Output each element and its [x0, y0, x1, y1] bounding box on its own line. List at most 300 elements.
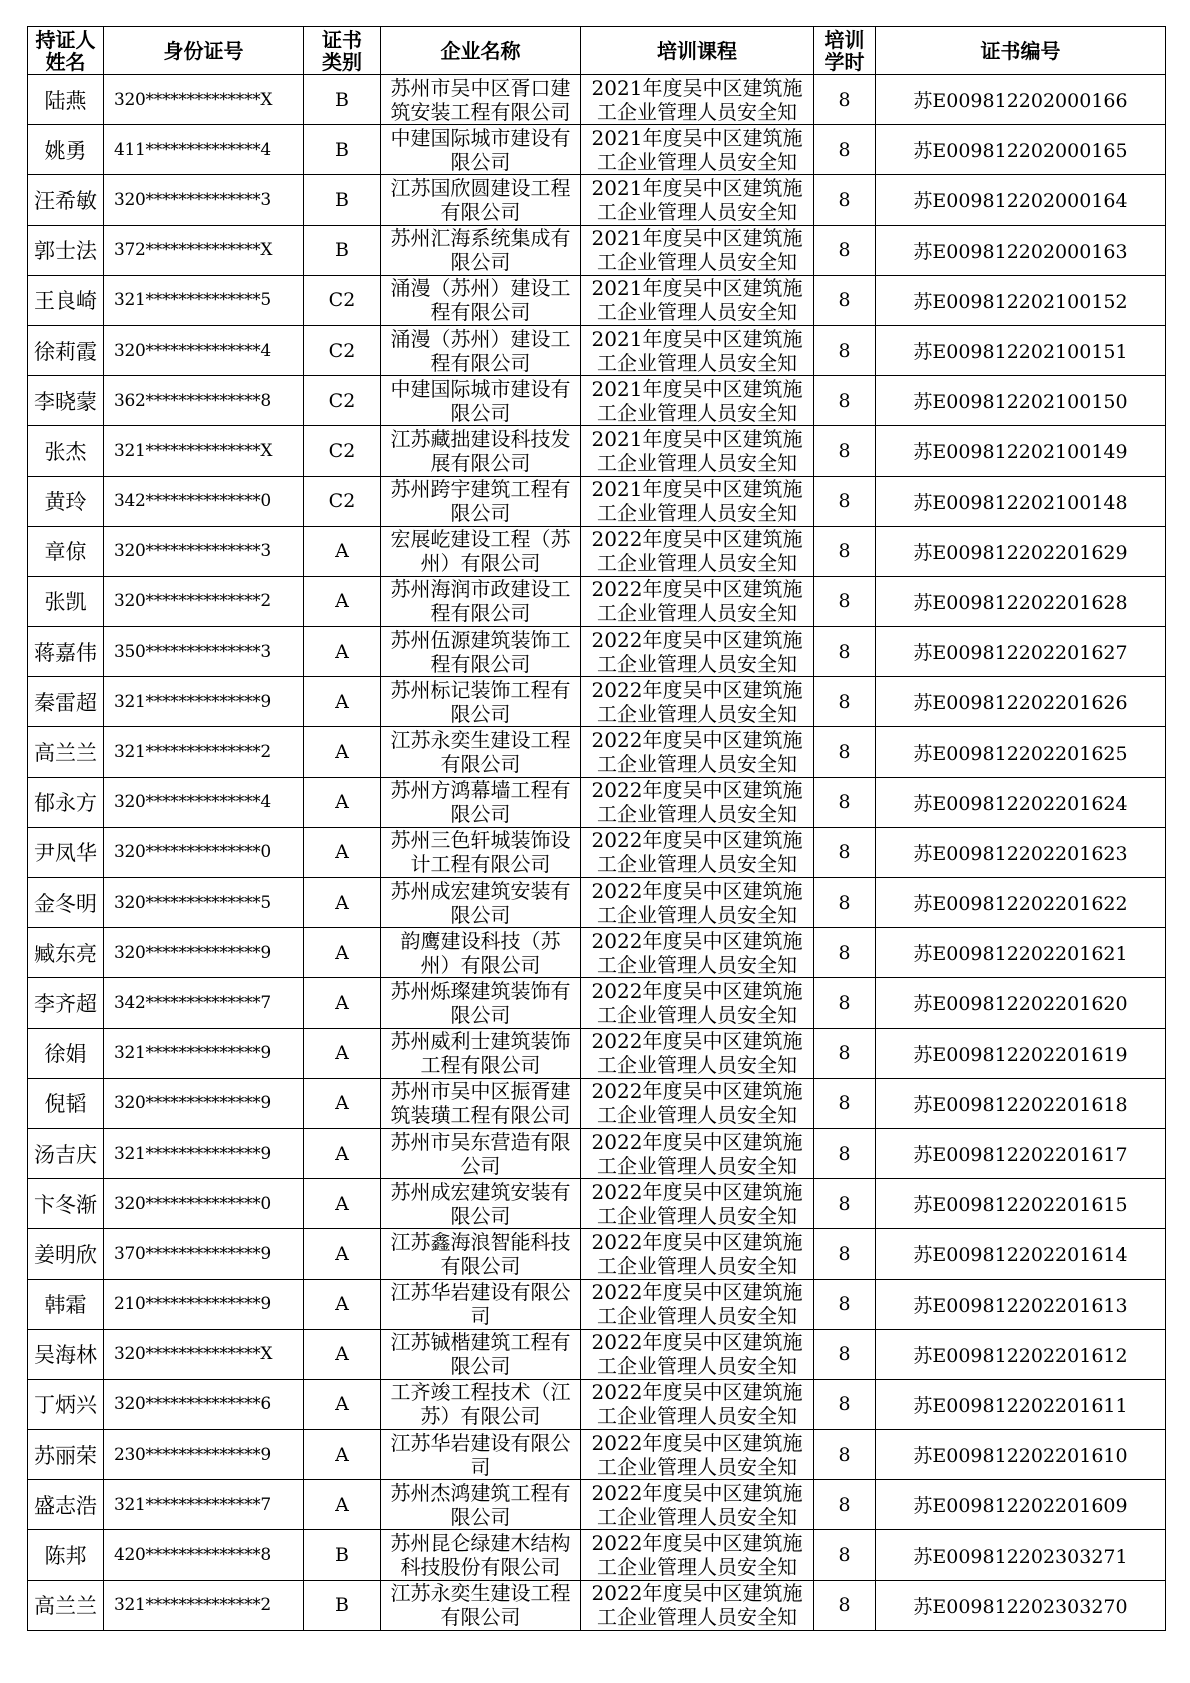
training-course-text: 2022年度吴中区建筑施工企业管理人员安全知	[591, 828, 803, 877]
holder-name-cell: 陈邦	[28, 1530, 104, 1580]
table-row	[28, 978, 1166, 1028]
cert-category-cell: C2	[304, 476, 381, 526]
cert-number-cell: 苏E009812202201613	[876, 1279, 1166, 1329]
id-number-cell: 370**************9	[104, 1229, 304, 1279]
training-hours-cell: 8	[814, 476, 876, 526]
training-course-text: 2021年度吴中区建筑施工企业管理人员安全知	[591, 125, 803, 174]
training-hours-cell: 8	[814, 928, 876, 978]
id-number-cell: 321**************X	[104, 426, 304, 476]
company-name-cell	[381, 727, 581, 777]
table-row	[28, 928, 1166, 978]
training-course-cell	[581, 1580, 814, 1630]
cert-number-cell: 苏E009812202100150	[876, 376, 1166, 426]
company-name-cell	[381, 225, 581, 275]
company-name-cell	[381, 576, 581, 626]
company-name-cell	[381, 777, 581, 827]
cert-category-cell: A	[304, 1229, 381, 1279]
training-course-text: 2022年度吴中区建筑施工企业管理人员安全知	[591, 978, 803, 1027]
holder-name-cell: 汤吉庆	[28, 1128, 104, 1178]
header-holder-name: 持证人姓名	[28, 27, 104, 75]
company-name-text: 涌漫（苏州）建设工程有限公司	[390, 276, 571, 325]
company-name-cell	[381, 1028, 581, 1078]
holder-name-cell: 倪韬	[28, 1078, 104, 1128]
header-training-course: 培训课程	[581, 27, 814, 75]
cert-number-cell: 苏E009812202201617	[876, 1128, 1166, 1178]
table-row	[28, 1179, 1166, 1229]
training-hours-cell: 8	[814, 978, 876, 1028]
cert-category-cell: C2	[304, 376, 381, 426]
holder-name-cell: 卞冬渐	[28, 1179, 104, 1229]
cert-category-cell: B	[304, 125, 381, 175]
cert-number-cell: 苏E009812202201612	[876, 1329, 1166, 1379]
training-course-text: 2022年度吴中区建筑施工企业管理人员安全知	[591, 1029, 803, 1078]
id-number-cell: 321**************7	[104, 1480, 304, 1530]
table-row	[28, 576, 1166, 626]
cert-category-cell: B	[304, 175, 381, 225]
holder-name-cell: 李齐超	[28, 978, 104, 1028]
company-name-cell	[381, 878, 581, 928]
id-number-cell: 320**************9	[104, 1078, 304, 1128]
table-row	[28, 827, 1166, 877]
holder-name-cell: 盛志浩	[28, 1480, 104, 1530]
table-row	[28, 75, 1166, 125]
cert-category-cell: A	[304, 1430, 381, 1480]
cert-category-cell: A	[304, 1379, 381, 1429]
training-course-cell	[581, 1229, 814, 1279]
training-course-cell	[581, 777, 814, 827]
training-hours-cell: 8	[814, 777, 876, 827]
training-hours-cell: 8	[814, 1179, 876, 1229]
training-course-text: 2021年度吴中区建筑施工企业管理人员安全知	[591, 477, 803, 526]
company-name-cell	[381, 175, 581, 225]
company-name-text: 江苏国欣圆建设工程有限公司	[390, 175, 571, 224]
company-name-text: 苏州伍源建筑装饰工程有限公司	[390, 627, 571, 676]
training-hours-cell: 8	[814, 426, 876, 476]
company-name-text: 苏州成宏建筑安装有限公司	[390, 878, 571, 927]
id-number-cell: 321**************9	[104, 677, 304, 727]
table-row	[28, 878, 1166, 928]
company-name-cell	[381, 1430, 581, 1480]
training-course-text: 2022年度吴中区建筑施工企业管理人员安全知	[591, 1480, 803, 1529]
training-hours-cell: 8	[814, 1379, 876, 1429]
cert-number-cell: 苏E009812202201626	[876, 677, 1166, 727]
cert-number-cell: 苏E009812202201609	[876, 1480, 1166, 1530]
training-course-cell	[581, 627, 814, 677]
table-row	[28, 1078, 1166, 1128]
cert-category-cell: A	[304, 1279, 381, 1329]
company-name-cell	[381, 1329, 581, 1379]
training-course-text: 2022年度吴中区建筑施工企业管理人员安全知	[591, 577, 803, 626]
company-name-text: 涌漫（苏州）建设工程有限公司	[390, 326, 571, 375]
header-training-hours: 培训学时	[814, 27, 876, 75]
cert-category-cell: B	[304, 75, 381, 125]
header-row	[28, 27, 1166, 75]
table-row	[28, 1379, 1166, 1429]
training-hours-cell: 8	[814, 1128, 876, 1178]
company-name-text: 苏州标记装饰工程有限公司	[390, 677, 571, 726]
header-cert-category: 证书类别	[304, 27, 381, 75]
company-name-cell	[381, 1530, 581, 1580]
holder-name-cell: 臧东亮	[28, 928, 104, 978]
training-course-cell	[581, 75, 814, 125]
company-name-text: 江苏永奕生建设工程有限公司	[390, 1581, 571, 1630]
training-course-text: 2022年度吴中区建筑施工企业管理人员安全知	[591, 1079, 803, 1128]
company-name-text: 工齐竣工程技术（江苏）有限公司	[390, 1380, 571, 1429]
cert-number-cell: 苏E009812202303271	[876, 1530, 1166, 1580]
company-name-cell	[381, 325, 581, 375]
training-course-cell	[581, 827, 814, 877]
training-hours-cell: 8	[814, 1430, 876, 1480]
company-name-cell	[381, 1580, 581, 1630]
holder-name-cell: 汪希敏	[28, 175, 104, 225]
training-hours-cell: 8	[814, 727, 876, 777]
company-name-text: 苏州汇海系统集成有限公司	[390, 226, 571, 275]
training-course-text: 2022年度吴中区建筑施工企业管理人员安全知	[591, 1179, 803, 1228]
training-hours-cell: 8	[814, 827, 876, 877]
training-course-cell	[581, 476, 814, 526]
company-name-text: 苏州方鸿幕墙工程有限公司	[390, 778, 571, 827]
cert-category-cell: C2	[304, 325, 381, 375]
training-hours-cell: 8	[814, 376, 876, 426]
table-row	[28, 275, 1166, 325]
company-name-cell	[381, 1179, 581, 1229]
cert-number-cell: 苏E009812202201619	[876, 1028, 1166, 1078]
table-row	[28, 175, 1166, 225]
cert-number-cell: 苏E009812202100151	[876, 325, 1166, 375]
cert-number-cell: 苏E009812202201615	[876, 1179, 1166, 1229]
id-number-cell: 320**************0	[104, 827, 304, 877]
training-hours-cell: 8	[814, 1028, 876, 1078]
training-course-cell	[581, 225, 814, 275]
company-name-cell	[381, 376, 581, 426]
training-course-cell	[581, 325, 814, 375]
company-name-text: 江苏鑫海浪智能科技有限公司	[390, 1229, 571, 1278]
table-row	[28, 125, 1166, 175]
cert-category-cell: A	[304, 1028, 381, 1078]
training-course-text: 2022年度吴中区建筑施工企业管理人员安全知	[591, 1380, 803, 1429]
cert-number-cell: 苏E009812202201625	[876, 727, 1166, 777]
training-course-text: 2022年度吴中区建筑施工企业管理人员安全知	[591, 627, 803, 676]
cert-number-cell: 苏E009812202000166	[876, 75, 1166, 125]
training-course-cell	[581, 1279, 814, 1329]
company-name-cell	[381, 1078, 581, 1128]
training-course-cell	[581, 376, 814, 426]
table-row	[28, 376, 1166, 426]
table-row	[28, 1128, 1166, 1178]
holder-name-cell: 李晓蒙	[28, 376, 104, 426]
training-hours-cell: 8	[814, 1480, 876, 1530]
training-course-cell	[581, 175, 814, 225]
cert-number-cell: 苏E009812202201614	[876, 1229, 1166, 1279]
holder-name-cell: 张凯	[28, 576, 104, 626]
training-course-text: 2022年度吴中区建筑施工企业管理人员安全知	[591, 728, 803, 777]
id-number-cell: 350**************3	[104, 627, 304, 677]
id-number-cell: 320**************2	[104, 576, 304, 626]
holder-name-cell: 王良崎	[28, 275, 104, 325]
cert-category-cell: C2	[304, 275, 381, 325]
certificate-table	[27, 26, 1166, 1631]
cert-category-cell: A	[304, 777, 381, 827]
company-name-text: 江苏永奕生建设工程有限公司	[390, 728, 571, 777]
company-name-text: 苏州烁璨建筑装饰有限公司	[390, 978, 571, 1027]
company-name-text: 韵鹰建设科技（苏州）有限公司	[400, 928, 561, 977]
table-row	[28, 426, 1166, 476]
cert-category-cell: C2	[304, 426, 381, 476]
training-hours-cell: 8	[814, 275, 876, 325]
training-hours-cell: 8	[814, 1580, 876, 1630]
training-hours-cell: 8	[814, 878, 876, 928]
holder-name-cell: 吴海林	[28, 1329, 104, 1379]
company-name-text: 苏州市吴中区胥口建筑安装工程有限公司	[390, 75, 571, 124]
cert-number-cell: 苏E009812202201622	[876, 878, 1166, 928]
cert-category-cell: A	[304, 827, 381, 877]
holder-name-cell: 黄玲	[28, 476, 104, 526]
holder-name-cell: 韩霜	[28, 1279, 104, 1329]
cert-category-cell: A	[304, 1480, 381, 1530]
holder-name-cell: 金冬明	[28, 878, 104, 928]
holder-name-cell: 秦雷超	[28, 677, 104, 727]
table-row	[28, 677, 1166, 727]
table-row	[28, 1580, 1166, 1630]
cert-number-cell: 苏E009812202000164	[876, 175, 1166, 225]
cert-number-cell: 苏E009812202100152	[876, 275, 1166, 325]
cert-number-cell: 苏E009812202303270	[876, 1580, 1166, 1630]
company-name-text: 苏州市吴东营造有限公司	[390, 1129, 571, 1178]
id-number-cell: 320**************9	[104, 928, 304, 978]
training-hours-cell: 8	[814, 325, 876, 375]
id-number-cell: 320**************5	[104, 878, 304, 928]
cert-number-cell: 苏E009812202000163	[876, 225, 1166, 275]
company-name-cell	[381, 677, 581, 727]
cert-category-cell: A	[304, 576, 381, 626]
table-row	[28, 225, 1166, 275]
company-name-text: 江苏华岩建设有限公司	[390, 1430, 571, 1479]
company-name-cell	[381, 125, 581, 175]
cert-number-cell: 苏E009812202201623	[876, 827, 1166, 877]
training-course-text: 2022年度吴中区建筑施工企业管理人员安全知	[591, 778, 803, 827]
cert-number-cell: 苏E009812202201611	[876, 1379, 1166, 1429]
training-course-cell	[581, 1430, 814, 1480]
company-name-text: 江苏铖楷建筑工程有限公司	[390, 1330, 571, 1379]
table-row	[28, 325, 1166, 375]
training-course-text: 2021年度吴中区建筑施工企业管理人员安全知	[591, 175, 803, 224]
training-course-text: 2021年度吴中区建筑施工企业管理人员安全知	[591, 226, 803, 275]
training-course-cell	[581, 1530, 814, 1580]
id-number-cell: 320**************6	[104, 1379, 304, 1429]
holder-name-cell: 苏丽荣	[28, 1430, 104, 1480]
training-course-text: 2022年度吴中区建筑施工企业管理人员安全知	[591, 928, 803, 977]
company-name-text: 中建国际城市建设有限公司	[390, 376, 571, 425]
cert-number-cell: 苏E009812202201629	[876, 526, 1166, 576]
cert-category-cell: A	[304, 928, 381, 978]
company-name-text: 苏州昆仑绿建木结构科技股份有限公司	[390, 1531, 571, 1580]
training-course-cell	[581, 1480, 814, 1530]
holder-name-cell: 张杰	[28, 426, 104, 476]
training-hours-cell: 8	[814, 576, 876, 626]
training-course-cell	[581, 677, 814, 727]
training-hours-cell: 8	[814, 1329, 876, 1379]
company-name-cell	[381, 1379, 581, 1429]
cert-category-cell: A	[304, 1329, 381, 1379]
training-course-text: 2021年度吴中区建筑施工企业管理人员安全知	[591, 376, 803, 425]
cert-category-cell: B	[304, 1530, 381, 1580]
cert-category-cell: A	[304, 1078, 381, 1128]
cert-number-cell: 苏E009812202201620	[876, 978, 1166, 1028]
training-course-cell	[581, 426, 814, 476]
cert-category-cell: A	[304, 677, 381, 727]
training-course-text: 2021年度吴中区建筑施工企业管理人员安全知	[591, 426, 803, 475]
company-name-text: 宏展屹建设工程（苏州）有限公司	[390, 527, 571, 576]
id-number-cell: 362**************8	[104, 376, 304, 426]
id-number-cell: 321**************9	[104, 1028, 304, 1078]
holder-name-cell: 陆燕	[28, 75, 104, 125]
training-course-cell	[581, 1329, 814, 1379]
table-row	[28, 727, 1166, 777]
cert-category-cell: A	[304, 727, 381, 777]
training-course-text: 2022年度吴中区建筑施工企业管理人员安全知	[591, 1531, 803, 1580]
training-course-cell	[581, 727, 814, 777]
cert-number-cell: 苏E009812202201621	[876, 928, 1166, 978]
cert-number-cell: 苏E009812202201618	[876, 1078, 1166, 1128]
training-hours-cell: 8	[814, 1530, 876, 1580]
table-row	[28, 777, 1166, 827]
id-number-cell: 420**************8	[104, 1530, 304, 1580]
training-hours-cell: 8	[814, 1279, 876, 1329]
training-course-cell	[581, 1179, 814, 1229]
cert-number-cell: 苏E009812202201628	[876, 576, 1166, 626]
table-row	[28, 476, 1166, 526]
id-number-cell: 320**************X	[104, 75, 304, 125]
company-name-cell	[381, 75, 581, 125]
cert-category-cell: A	[304, 978, 381, 1028]
table-row	[28, 1329, 1166, 1379]
cert-category-cell: A	[304, 1128, 381, 1178]
holder-name-cell: 章倞	[28, 526, 104, 576]
training-course-text: 2022年度吴中区建筑施工企业管理人员安全知	[591, 677, 803, 726]
holder-name-cell: 蒋嘉伟	[28, 627, 104, 677]
company-name-cell	[381, 476, 581, 526]
training-course-cell	[581, 1379, 814, 1429]
training-hours-cell: 8	[814, 1078, 876, 1128]
table-row	[28, 1028, 1166, 1078]
cert-category-cell: B	[304, 225, 381, 275]
training-course-cell	[581, 878, 814, 928]
header-id-number: 身份证号	[104, 27, 304, 75]
header-cert-number: 证书编号	[876, 27, 1166, 75]
holder-name-cell: 高兰兰	[28, 727, 104, 777]
company-name-cell	[381, 426, 581, 476]
table-row	[28, 627, 1166, 677]
training-course-cell	[581, 576, 814, 626]
cert-category-cell: A	[304, 627, 381, 677]
cert-number-cell: 苏E009812202100148	[876, 476, 1166, 526]
training-course-text: 2022年度吴中区建筑施工企业管理人员安全知	[591, 527, 803, 576]
id-number-cell: 342**************7	[104, 978, 304, 1028]
training-course-text: 2022年度吴中区建筑施工企业管理人员安全知	[591, 1229, 803, 1278]
table-row	[28, 1530, 1166, 1580]
id-number-cell: 321**************9	[104, 1128, 304, 1178]
holder-name-cell: 徐莉霞	[28, 325, 104, 375]
training-course-cell	[581, 526, 814, 576]
id-number-cell: 321**************2	[104, 1580, 304, 1630]
company-name-cell	[381, 928, 581, 978]
company-name-text: 苏州跨宇建筑工程有限公司	[390, 477, 571, 526]
id-number-cell: 411**************4	[104, 125, 304, 175]
holder-name-cell: 姜明欣	[28, 1229, 104, 1279]
company-name-cell	[381, 275, 581, 325]
training-course-cell	[581, 1128, 814, 1178]
id-number-cell: 320**************3	[104, 526, 304, 576]
id-number-cell: 342**************0	[104, 476, 304, 526]
training-course-text: 2022年度吴中区建筑施工企业管理人员安全知	[591, 1430, 803, 1479]
training-course-cell	[581, 1078, 814, 1128]
holder-name-cell: 郭士法	[28, 225, 104, 275]
id-number-cell: 320**************3	[104, 175, 304, 225]
company-name-cell	[381, 827, 581, 877]
company-name-text: 苏州三色轩城装饰设计工程有限公司	[390, 828, 571, 877]
training-course-text: 2021年度吴中区建筑施工企业管理人员安全知	[591, 75, 803, 124]
training-course-cell	[581, 1028, 814, 1078]
training-hours-cell: 8	[814, 125, 876, 175]
table-row	[28, 1229, 1166, 1279]
cert-category-cell: A	[304, 526, 381, 576]
id-number-cell: 230**************9	[104, 1430, 304, 1480]
training-course-text: 2022年度吴中区建筑施工企业管理人员安全知	[591, 1330, 803, 1379]
cert-number-cell: 苏E009812202201624	[876, 777, 1166, 827]
company-name-cell	[381, 978, 581, 1028]
training-course-cell	[581, 275, 814, 325]
company-name-text: 苏州成宏建筑安装有限公司	[390, 1179, 571, 1228]
training-course-cell	[581, 978, 814, 1028]
holder-name-cell: 姚勇	[28, 125, 104, 175]
company-name-text: 苏州杰鸿建筑工程有限公司	[390, 1480, 571, 1529]
training-hours-cell: 8	[814, 225, 876, 275]
holder-name-cell: 郁永方	[28, 777, 104, 827]
training-hours-cell: 8	[814, 677, 876, 727]
holder-name-cell: 高兰兰	[28, 1580, 104, 1630]
cert-category-cell: A	[304, 1179, 381, 1229]
id-number-cell: 321**************5	[104, 275, 304, 325]
cert-number-cell: 苏E009812202201610	[876, 1430, 1166, 1480]
header-company-name: 企业名称	[381, 27, 581, 75]
cert-category-cell: B	[304, 1580, 381, 1630]
id-number-cell: 210**************9	[104, 1279, 304, 1329]
training-course-text: 2022年度吴中区建筑施工企业管理人员安全知	[591, 1280, 803, 1329]
training-course-text: 2022年度吴中区建筑施工企业管理人员安全知	[591, 1129, 803, 1178]
training-hours-cell: 8	[814, 75, 876, 125]
table-row	[28, 1480, 1166, 1530]
id-number-cell: 372**************X	[104, 225, 304, 275]
company-name-cell	[381, 1128, 581, 1178]
company-name-cell	[381, 526, 581, 576]
company-name-cell	[381, 1279, 581, 1329]
id-number-cell: 321**************2	[104, 727, 304, 777]
holder-name-cell: 尹凤华	[28, 827, 104, 877]
company-name-text: 苏州海润市政建设工程有限公司	[390, 577, 571, 626]
company-name-text: 江苏藏拙建设科技发展有限公司	[390, 426, 571, 475]
training-course-text: 2021年度吴中区建筑施工企业管理人员安全知	[591, 276, 803, 325]
id-number-cell: 320**************0	[104, 1179, 304, 1229]
company-name-cell	[381, 1229, 581, 1279]
cert-number-cell: 苏E009812202100149	[876, 426, 1166, 476]
training-hours-cell: 8	[814, 1229, 876, 1279]
cert-category-cell: A	[304, 878, 381, 928]
holder-name-cell: 丁炳兴	[28, 1379, 104, 1429]
cert-number-cell: 苏E009812202201627	[876, 627, 1166, 677]
table-row	[28, 1430, 1166, 1480]
cert-number-cell: 苏E009812202000165	[876, 125, 1166, 175]
company-name-cell	[381, 627, 581, 677]
